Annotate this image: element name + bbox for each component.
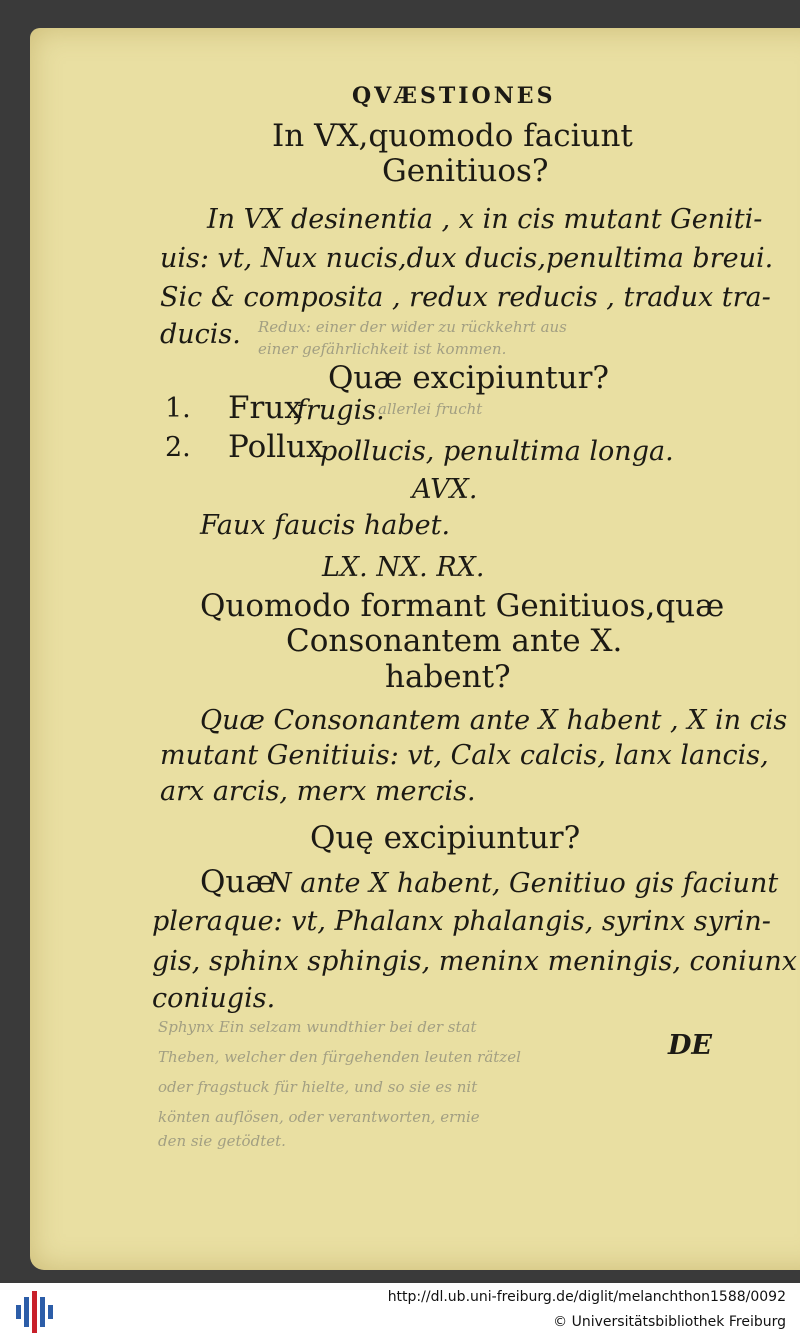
question-1-line-1: In VX,quomodo faciunt xyxy=(272,118,633,154)
answer-4-line-2: pleraque: vt, Phalanx phalangis, syrinx syrin- xyxy=(152,906,771,937)
answer-4-line-4: coniugis. xyxy=(152,983,276,1014)
library-logo-icon[interactable] xyxy=(14,1291,54,1333)
marginal-note-1: Redux: einer der wider zu rückkehrt aus xyxy=(258,318,567,336)
marginal-note-5: Theben, welcher den fürgehenden leuten rätzel xyxy=(158,1048,521,1066)
answer-4-line-1-italic: N ante X habent, Genitiuo gis faciunt xyxy=(268,868,779,899)
marginal-note-6: oder fragstuck für hielte, und so sie es nit xyxy=(158,1078,478,1096)
question-1-line-2: Genitiuos? xyxy=(382,153,549,189)
item-1-genitive: frugis. xyxy=(296,395,385,426)
question-2: Quæ excipiuntur? xyxy=(328,360,610,396)
answer-1-line-3: Sic & composita , redux reducis , tradux tra- xyxy=(160,282,771,313)
answer-1-line-1: In VX desinentia , x in cis mutant Geniti- xyxy=(207,204,763,235)
faux-line: Faux faucis habet. xyxy=(200,510,451,541)
question-3-line-2: Consonantem ante X. xyxy=(286,623,623,659)
item-2-genitive: pollucis, penultima longa. xyxy=(320,436,674,467)
answer-3-line-3: arx arcis, merx mercis. xyxy=(160,776,476,807)
marginal-note-8: den sie getödtet. xyxy=(158,1132,286,1150)
answer-1-line-4: ducis. xyxy=(160,319,241,350)
running-head: QVÆSTIONES xyxy=(352,83,556,109)
answer-1-line-2: uis: vt, Nux nucis,dux ducis,penultima breui. xyxy=(160,243,774,274)
answer-4-line-3: gis, sphinx sphingis, meninx meningis, coniunx xyxy=(152,946,797,977)
answer-4-line-1-roman: Quæ xyxy=(200,864,275,900)
answer-3-line-1: Quæ Consonantem ante X habent , X in cis xyxy=(200,705,788,736)
item-2-number: 2. xyxy=(165,432,191,463)
item-2-word: Pollux xyxy=(228,429,324,465)
copyright-notice: © Universitätsbibliothek Freiburg xyxy=(553,1314,786,1330)
heading-avx: AVX. xyxy=(412,474,478,505)
question-3-line-1: Quomodo formant Genitiuos,quæ xyxy=(200,588,725,624)
catchword: DE xyxy=(668,1030,712,1061)
question-4: Quę excipiuntur? xyxy=(310,820,581,856)
question-3-line-3: habent? xyxy=(385,659,511,695)
item-1-word: Frux xyxy=(228,390,302,426)
marginal-note-2: einer gefährlichkeit ist kommen. xyxy=(258,340,507,358)
marginal-note-3: allerlei frucht xyxy=(378,400,483,418)
viewer-footer xyxy=(0,1283,800,1340)
answer-3-line-2: mutant Genitiuis: vt, Calx calcis, lanx lancis, xyxy=(160,740,769,771)
heading-lx-nx-rx: LX. NX. RX. xyxy=(322,552,485,583)
permalink-url[interactable]: http://dl.ub.uni-freiburg.de/diglit/melanchthon1588/0092 xyxy=(387,1289,786,1305)
marginal-note-7: könten auflösen, oder verantworten, ernie xyxy=(158,1108,480,1126)
item-1-number: 1. xyxy=(165,393,191,424)
marginal-note-4: Sphynx Ein selzam wundthier bei der stat xyxy=(158,1018,477,1036)
